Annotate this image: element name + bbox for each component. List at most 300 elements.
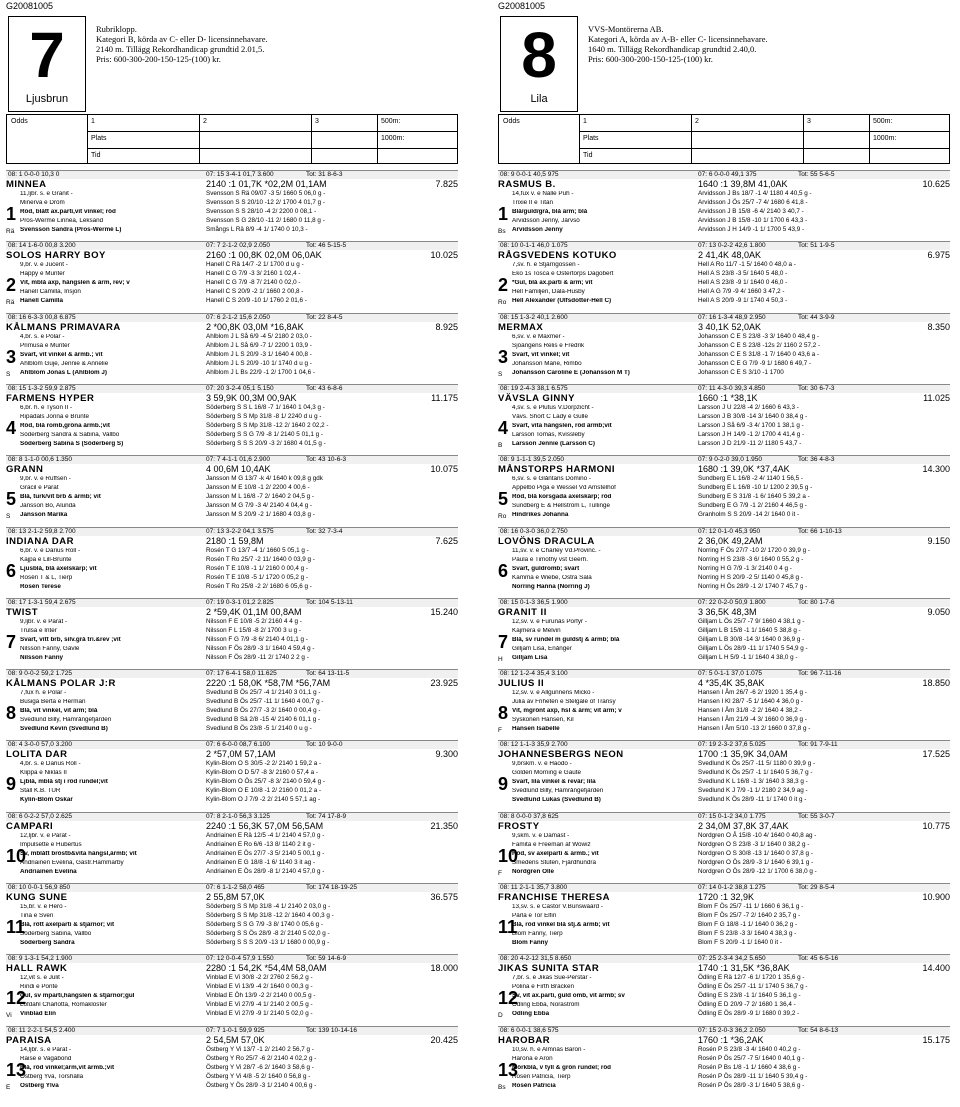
stats-2008: 08: 4 3-0-0 57,0 3.200 [8, 741, 72, 749]
odds-label-c3: 3 [315, 118, 319, 125]
past-race-line: Arvidsson J B 15/8 -10 1/ 1700 6 43,3 - [698, 217, 808, 224]
horse-info-line: Polina e Firth Bracken [512, 984, 574, 991]
horse-stats-row [6, 1026, 458, 1035]
horse-info-line: Jansson Bo, Alunda [20, 503, 76, 510]
past-race-line: Sundberg E L 16/8 -10 1/ 1200 2 39,5 g - [698, 484, 813, 492]
start-number: 13 [498, 1059, 519, 1080]
horse-entry [498, 669, 950, 737]
start-number: 10 [498, 845, 519, 866]
horse-details [6, 761, 458, 808]
past-race-line: Söderberg S S Mp 31/8 -12 2/ 1640 2 02,2 - [206, 421, 329, 429]
past-race-line: Svedlund B Ös 23/8 -5 1/ 2140 0 u g - [206, 725, 312, 733]
stats-2007: 07: 11 4-3-0 39,3 4.850 [698, 384, 766, 392]
stats-2007: 07: 7 2-1-2 02,9 2.050 [206, 242, 270, 250]
start-number: 11 [498, 917, 518, 937]
horse-info-line: Ödling Ebba, Noraström [512, 1002, 580, 1009]
horse-info-line: Ljblå, mblå stj i röd rundel;vit [20, 779, 108, 786]
stats-2007: 07: 8 2-1-0 56,3 3.125 [206, 812, 270, 820]
odds-label-plats: Plats [91, 135, 107, 142]
odds-divider [87, 115, 88, 163]
horse-info-line: Svedlund Kevin (Svedlund B) [20, 726, 108, 733]
horse-info-line: 12,vit s. e Julit - [20, 975, 64, 982]
horse-info-line: 13,sv. s. e Castor V.Bunswaard - [512, 904, 603, 910]
past-race-line: Nilsson F E 10/8 -5 2/ 2160 4 4 g - [206, 617, 302, 625]
stats-total: Tot: 64 13-11-5 [306, 670, 350, 678]
horse-earnings: 9.150 [927, 535, 950, 546]
past-race-line: Hell A S 23/8 -3 5/ 1640 5 48,0 - [698, 270, 788, 278]
horse-info-line: Syskonen Hansen, Kil [512, 717, 574, 724]
past-race-line: Östberg Y Vi 13/7 -1 2/ 2140 2 56,7 g - [206, 1045, 314, 1053]
horse-record: 1700 :1 35,9K 34,0AM [698, 749, 788, 760]
past-race-line: Hansen I Åm 26/7 -6 2/ 1920 1 35,4 g - [698, 689, 807, 697]
horse-info-line: Raise e Vagabond [20, 1055, 72, 1062]
horse-name: PARAISA [6, 1034, 52, 1046]
stats-2008: 08: 9 1-1-1 39,5 2.050 [500, 456, 564, 464]
horse-name: SOLOS HARRY BOY [6, 250, 106, 262]
horse-earnings: 11.175 [431, 392, 458, 403]
past-race-line: Andriainen E Ro 6/6 -13 8/ 1140 2 it g - [206, 840, 315, 848]
horse-info-line: Blå, sv rundel m guldstj & ärmb; blå [512, 636, 620, 643]
horse-stats-row [6, 954, 458, 963]
horse-info-line: Vit, mgrönt axp, hsl & ärm; vit ärm; v [512, 708, 622, 715]
past-race-line: Ödling E S 23/8 -1 1/ 1640 5 36,1 g - [698, 992, 801, 1000]
horse-name: JIKAS SUNITA STAR [498, 963, 600, 975]
past-race-line: Hell A S 23/8 -9 1/ 1640 0 46,0 - [698, 279, 788, 287]
stats-total: Tot: 139 10-14-16 [306, 1026, 357, 1034]
horse-name: HAROBAR [498, 1034, 551, 1046]
horse-record: 2 41,4K 48,0AK [698, 250, 762, 261]
past-race-line: Blom F S 20/9 -1 1/ 1640 0 it - [698, 939, 782, 946]
horse-title-row [498, 1035, 950, 1047]
horse-earnings: 9.300 [435, 749, 458, 760]
horse-info-line: Löfdahl Charlotta, Romakloster [20, 1002, 107, 1009]
horse-stats-row [498, 740, 950, 749]
start-number: 7 [6, 631, 17, 652]
horse-entry [6, 170, 458, 238]
horse-stats-row [6, 527, 458, 536]
horse-earnings: 10.025 [430, 250, 458, 261]
past-race-line: Jansson M G 7/9 -3 4/ 2140 4 04,4 g - [206, 502, 313, 510]
past-race-line: Gilljam L B 15/8 -1 1/ 1640 5 38,8 g - [698, 626, 801, 634]
past-race-line: Söderberg S S G 7/9 -8 1/ 2140 5 01,1 g - [206, 430, 323, 438]
horse-info-line: 10,sv. h. e Almnäs Baron - [512, 1046, 586, 1053]
past-race-line: Jansson M G 13/7 -k 4/ 1640 k 09,8 g gdk [206, 475, 323, 483]
horse-entry [6, 598, 458, 666]
past-race-line: Söderberg S S Ös 28/9 -8 2/ 2140 5 02,0 g - [206, 930, 330, 937]
horse-entry [498, 740, 950, 808]
race-info [96, 24, 268, 64]
horse-record: 1640 :1 39,8M 41,0AK [698, 179, 788, 189]
start-number: 5 [6, 489, 17, 510]
odds-row-line [87, 131, 457, 132]
past-race-line: Vinblad E Öh 13/9 -2 2/ 2140 0 00,5 g - [206, 992, 316, 1000]
past-race-line: Östberg Y Vi 4/8 -5 2/ 1640 0 56,8 g - [206, 1072, 311, 1080]
past-race-line: Andriainen E G 18/8 -1 6/ 1140 3 it ag - [206, 858, 316, 866]
horse-stats-row [498, 883, 950, 892]
horse-stats-row [498, 1026, 950, 1035]
past-race-line: Blom F Ös 25/7 -11 1/ 1660 6 36,1 g - [698, 903, 804, 910]
start-number: 9 [498, 774, 509, 795]
horse-details [498, 975, 950, 1022]
past-race-line: Söderberg S S L 16/8 -7 1/ 1640 1 04,3 g - [206, 403, 325, 411]
start-number: 1 [498, 204, 509, 224]
odds-divider [803, 115, 804, 163]
past-race-line: Svedlund B Ös 25/7 -11 1/ 1640 4 00,7 g - [206, 698, 324, 706]
horse-stats-row [498, 170, 950, 179]
stats-2008: 08: 6 0-2-2 57,0 2.625 [8, 812, 72, 820]
horse-info-line: Kylin-Blom Oskar [20, 797, 73, 804]
odds-label-c2: 2 [695, 118, 699, 125]
race-info-line: Rubriklopp. [96, 24, 137, 34]
stats-2008: 08: 15 1-3-2 40,1 2.600 [500, 313, 568, 321]
horse-info-line: Ahlblom Jonas L (Ahlblom J) [20, 369, 107, 376]
horse-info-line: Smedens Stuteri, Fjärdhundra [512, 859, 597, 866]
start-number: 12 [6, 988, 27, 1009]
horse-title-row [498, 322, 950, 334]
odds-divider [199, 115, 200, 163]
past-race-line: Hanell C G 7/9 -8 7/ 2140 0 02,0 - [206, 279, 301, 287]
past-race-line: Söderberg S S Mp 31/8 -4 1/ 2140 2 03,0 g - [206, 903, 331, 910]
stats-total: Tot: 80 1-7-6 [798, 598, 835, 606]
horse-info-line: Sv, mblått bröstb&vita hängsl,ärmb; vit [20, 850, 137, 857]
horse-info-line: Gilljam Lisa, Enånger [512, 645, 572, 652]
past-race-line: Hanell C G 7/9 -3 3/ 2160 1 02,4 - [206, 270, 301, 278]
horse-info-line: Kajmera e Melvin [512, 627, 561, 634]
horse-info-line: Julia av Friheten e Stelgale of Transy [512, 699, 616, 706]
horse-details [498, 761, 950, 808]
horse-info-line: Rosén Terese [20, 583, 61, 590]
horse-entry [6, 241, 458, 309]
start-number: 8 [498, 703, 509, 724]
horse-stats-row [6, 241, 458, 250]
horse-info-line: Pärla e Tor Elfin [512, 913, 557, 919]
odds-row-line [87, 148, 457, 149]
horse-record: 2240 :1 56,3K 57,0M 56,5AM [206, 820, 324, 831]
horse-info-line: Blom Fanny, Tierp [512, 931, 563, 937]
horse-name: GRANN [6, 464, 44, 476]
past-race-line: Blom F Ös 25/7 -7 2/ 1640 2 35,7 g - [698, 912, 801, 919]
past-race-line: Rosén T E 10/8 -5 1/ 1720 0 05,2 g - [206, 573, 308, 581]
stats-2008: 08: 20 4-2-12 31,5 8.650 [500, 955, 572, 963]
horse-info-line: Blå/guld/grå, blå ärm; blå [512, 209, 588, 215]
horse-info-line: Blå, röd vinkel blå stj.& ärmb; vit [512, 922, 610, 928]
past-race-line: Norring H S 20/9 -2 5/ 1140 0 45,8 g - [698, 573, 803, 581]
past-race-line: Nilsson F L 15/8 -8 2/ 1700 3 u g - [206, 626, 301, 634]
stats-2007: 07: 12 0-0-4 57,9 1.550 [206, 955, 274, 963]
past-race-line: Sundberg E S 31/8 -1 6/ 1640 5 39,2 a - [698, 493, 810, 501]
horse-info-line: Gul, sv mparti,hängslen & stjärnor;gul [20, 993, 135, 1000]
horse-info-line: Johansson Marie, Rimbo [512, 360, 582, 367]
stats-2008: 08: 12 1-1-3 35,9 2.700 [500, 741, 568, 749]
past-race-line: Hansen I Åm 21/9 -4 3/ 1660 0 36,9 g - [698, 716, 807, 724]
horse-earnings: 21.350 [430, 820, 458, 831]
horse-title-row [6, 536, 458, 548]
start-number: 3 [498, 346, 509, 367]
horse-info-line: Rindi e Ponte [20, 984, 58, 991]
horse-info-line: Larsson Jennie (Larsson C) [512, 440, 595, 447]
horse-record: 2 *59,4K 01,1M 00,8AM [206, 606, 302, 617]
past-race-line: Ahlblom J L Så 6/9 -7 1/ 2200 1 03,9 - [206, 341, 312, 349]
horse-entry [6, 954, 458, 1022]
horse-info-line: 14,ljbr. s. e Parat - [20, 1046, 72, 1053]
past-race-line: Hell A G 7/9 -9 4/ 1660 3 47,2 - [698, 288, 785, 296]
start-number: 6 [498, 560, 509, 581]
past-race-line: Vinblad E Vi 27/9 -4 1/ 2140 2 00,5 g - [206, 1001, 313, 1009]
home-track: S [498, 370, 503, 378]
horse-info-line: Minerva e Dröm [20, 200, 65, 206]
odds-table [6, 114, 458, 164]
odds-label-tid: Tid [583, 152, 593, 159]
horse-record: 1740 :1 31,5K *36,8AK [698, 963, 790, 974]
past-race-line: Arvidsson J B 15/8 -6 4/ 2140 3 40,7 - [698, 208, 804, 215]
horse-record: 2180 :1 59,8M [206, 535, 264, 546]
odds-row-line [579, 131, 949, 132]
horse-title-row [6, 821, 458, 833]
horse-entry [498, 1026, 950, 1094]
past-race-line: Östberg Y Ro 25/7 -6 2/ 2140 4 02,2 g - [206, 1054, 317, 1062]
horse-name: MINNEA [6, 179, 47, 190]
horse-name: LOLITA DAR [6, 749, 68, 761]
horse-info-line: Primusa e Munter [20, 342, 70, 349]
stats-total: Tot: 54 8-6-13 [798, 1026, 839, 1034]
past-race-line: Vinblad E Vi 30/8 -2 2/ 2760 2 56,2 g - [206, 974, 313, 982]
past-race-line: Rosén T Ro 25/8 -2 2/ 1680 6 05,6 g - [206, 582, 312, 590]
horse-earnings: 18.850 [922, 678, 950, 689]
past-race-line: Jansson M L 16/8 -7 2/ 1640 2 04,5 g - [206, 493, 314, 501]
stats-2008: 08: 15 0-1-3 36,5 1.900 [500, 598, 568, 606]
past-race-line: Söderberg S S Mp 31/8 -8 1/ 2240 d u g - [206, 412, 322, 420]
horse-earnings: 10.625 [922, 179, 950, 189]
stats-2007: 07: 7 1-0-1 59,9 925 [206, 1026, 265, 1034]
stats-2008: 08: 16 0-3-0 36,0 2.750 [500, 527, 568, 535]
start-number: 5 [498, 489, 509, 510]
horse-info-line: Impulsette e Hubertus [20, 841, 82, 848]
home-track: Rä [6, 228, 15, 235]
past-race-line: Svensson S S 20/10 -12 2/ 1700 4 01,7 g - [206, 199, 326, 206]
stats-2008: 08: 19 2-4-3 38,1 6.575 [500, 384, 568, 392]
horse-info-line: Klippa e Niklas II [20, 770, 67, 777]
horse-record: 3 36,5K 48,3M [698, 606, 757, 617]
horse-stats-row [498, 527, 950, 536]
past-race-line: Nilsson F Ös 28/9 -11 2/ 1740 2 2 g - [206, 653, 309, 661]
horse-info-line: Röd, blått ax.parti,vit vinkel; röd [20, 209, 116, 215]
past-race-line: Hansen I Åm 31/8 -2 2/ 1640 4 38,2 - [698, 707, 802, 715]
horse-details [498, 833, 950, 880]
race-info-line: Kategori A, körda av A-B- eller C- licensinnehavare. [588, 34, 768, 44]
race-number: 8 [521, 19, 557, 91]
horse-record: 2160 :1 00,8K 02,0M 06,0AK [206, 250, 322, 261]
race-number-box [500, 16, 578, 112]
past-race-line: Hansen I Åm 5/10 -13 2/ 1660 0 37,8 g - [698, 725, 811, 733]
horse-record: 1680 :1 39,0K *37,4AK [698, 464, 790, 475]
horse-details [6, 833, 458, 880]
home-track: Rä [6, 299, 15, 307]
odds-label-odds: Odds [11, 118, 28, 125]
horse-info-line: Sjöängens Relis e Fredrik [512, 342, 585, 349]
horse-info-line: Rosén Patricia, Tierp [512, 1073, 571, 1080]
past-race-line: Östberg Y Vi 28/7 -6 2/ 1640 3 58,6 g - [206, 1063, 314, 1071]
past-race-line: Hanell C S 20/9 -10 1/ 1760 2 01,6 - [206, 297, 307, 305]
page-id: G20081005 [498, 1, 546, 11]
past-race-line: Gilljam L Ös 25/7 -7 9/ 1660 4 38,1 g - [698, 617, 805, 625]
past-race-line: Svedlund B Ös 25/7 -4 1/ 2140 3 01,1 g - [206, 689, 321, 697]
odds-label-plats: Plats [583, 135, 599, 142]
stats-2007: 07: 15 0-1-2 34,0 1.775 [698, 812, 766, 820]
horse-earnings: 10.900 [922, 892, 950, 902]
past-race-line: Gilljam L B 30/8 -14 3/ 1640 0 36,9 g - [698, 635, 805, 643]
past-race-line: Sundberg E L 16/8 -2 4/ 1140 1 56,5 - [698, 475, 804, 483]
stats-total: Tot: 44 3-9-9 [798, 313, 835, 321]
horse-info-line: Vävs. Short C Lady e Gulle [512, 413, 588, 420]
horse-stats-row [6, 740, 458, 749]
stats-2007: 07: 12 0-1-0 45,3 950 [698, 527, 761, 535]
stats-2008: 08: 13 2-1-2 59,8 2.700 [8, 527, 76, 535]
past-race-line: Söderberg S S Mp 31/8 -12 2/ 1640 4 00,3 g - [206, 912, 334, 919]
past-race-line: Larsson J H 14/9 -1 2/ 1700 4 41,4 g - [698, 430, 805, 438]
start-number: 8 [6, 703, 17, 724]
horse-entry [6, 1026, 458, 1094]
odds-label-odds: Odds [503, 118, 520, 125]
horse-info-line: Vinblad Elin [20, 1011, 56, 1018]
past-race-line: Rosén T Ro 25/7 -2 11/ 1640 0 03,9 g - [206, 555, 315, 563]
past-race-line: Kylin-Blom O E 10/8 -1 2/ 2160 0 01,2 a - [206, 787, 322, 795]
horse-info-line: Gilljam Lisa [512, 654, 548, 661]
horse-stats-row [498, 313, 950, 322]
horse-info-line: Kamma e Wiebe, Östra Sala [512, 574, 592, 581]
horse-info-line: Larsson Tomas, Kvissleby [512, 431, 585, 438]
horse-info-line: Pros-Wermé Linnéa, Leksand [20, 218, 104, 224]
past-race-line: Rosén P Ös 25/7 -7 5/ 1640 0 40,1 g - [698, 1054, 805, 1062]
horse-stats-row [6, 669, 458, 678]
past-race-line: Hanell C Rä 14/7 -2 1/ 1700 d u g - [206, 261, 304, 269]
home-track: Ro [498, 513, 507, 521]
horse-info-line: Svedlund Lukas (Svedlund B) [512, 797, 601, 804]
horse-info-line: 9,skm. v. e Damast - [512, 832, 570, 839]
stats-total: Tot: 29 8-5-4 [798, 884, 835, 891]
past-race-line: Andriainen E Ös 28/9 -8 1/ 2140 4 57,0 g - [206, 867, 325, 875]
horse-info-line: Söderberg Sandra [20, 940, 75, 946]
stats-2008: 08: 11 2-1-1 35,7 3.800 [500, 884, 568, 891]
past-race-line: Jansson M S 20/9 -2 1/ 1680 4 03,8 g - [206, 511, 315, 519]
horse-earnings: 11.025 [923, 392, 950, 403]
horse-details [498, 1047, 950, 1094]
horse-info-line: Paula e Timothy vst Geerh. [512, 556, 588, 563]
home-track: D [498, 1012, 503, 1020]
horse-name: TWIST [6, 606, 39, 618]
past-race-line: Nilsson F G 7/9 -8 6/ 2140 4 01,1 g - [206, 635, 308, 643]
stats-total: Tot: 43 6-8-6 [306, 384, 343, 392]
past-race-line: Svedlund K Ös 25/7 -11 5/ 1180 0 39,9 g - [698, 760, 816, 768]
horse-details [498, 619, 950, 666]
odds-label-c3: 3 [807, 118, 811, 125]
stats-total: Tot: 32 7-3-4 [306, 527, 343, 535]
past-race-line: Rosén T E 10/8 -1 1/ 2160 0 00,4 g - [206, 564, 308, 572]
horse-details [498, 405, 950, 452]
horse-info-line: Hanell Camilla [20, 298, 64, 305]
past-race-line: Sundberg E G 7/9 -1 2/ 2160 4 46,5 g - [698, 502, 807, 510]
horse-stats-row [498, 455, 950, 464]
home-track: F [498, 727, 502, 735]
horse-info-line: Svedlund Billy, Hamrångefjärden [20, 717, 112, 724]
horse-earnings: 8.350 [927, 321, 950, 332]
stats-total: Tot: 74 17-8-9 [306, 812, 347, 820]
horse-info-line: Svart, guldromb; svart [512, 565, 580, 572]
horse-info-line: 12,sv. v. e Allgunnens Micko - [512, 690, 595, 697]
horse-record: 2 36,0K 49,2AM [698, 535, 763, 546]
horse-info-line: Famita e Freeman af Wowiz [512, 841, 591, 848]
past-race-line: Rosén T G 13/7 -4 1/ 1660 5 05,1 g - [206, 546, 309, 554]
horse-earnings: 14.300 [922, 464, 950, 475]
home-track: Bs [498, 228, 506, 235]
horse-title-row [498, 607, 950, 619]
horse-details [6, 405, 458, 452]
start-number: 1 [6, 204, 17, 224]
horse-info-line: Sundberg E & Hellström L, Tullinge [512, 503, 611, 510]
home-track: H [498, 655, 503, 663]
stats-2007: 07: 22 0-2-0 50,9 1.800 [698, 598, 766, 606]
stats-2007: 07: 7 4-1-1 01,6 2.900 [206, 456, 270, 464]
horse-title-row [6, 607, 458, 619]
home-track: Vi [6, 1012, 12, 1020]
horse-info-line: Blom Fanny [512, 940, 549, 946]
past-race-line: Arvidsson J Bs 18/7 -1 4/ 1180 4 40,5 g - [698, 190, 812, 197]
home-track: F [498, 869, 502, 877]
horse-entry [6, 740, 458, 808]
horse-name: FROSTY [498, 820, 540, 832]
stats-total: Tot: 96 7-11-16 [798, 670, 842, 678]
horse-info-line: 12,ljbr. v. e Parat - [20, 832, 71, 839]
start-number: 7 [498, 631, 509, 652]
past-race-line: Nordgren O Ös 28/9 -3 1/ 1640 6 39,1 g - [698, 858, 814, 866]
horse-info-line: Kajpa e Lill-Brunte [20, 556, 72, 563]
start-number: 12 [498, 988, 519, 1009]
horse-entry [6, 313, 458, 381]
past-race-line: Hanell C S 20/9 -2 1/ 1660 2 00,8 - [206, 288, 304, 296]
horse-info-line: Arvidsson Jenny, Järvsö [512, 218, 580, 224]
horse-details [6, 619, 458, 666]
start-number: 3 [6, 346, 17, 367]
past-race-line: Östberg Y Ös 28/9 -3 1/ 2140 4 00,6 g - [206, 1081, 317, 1089]
stats-2008: 08: 8 1-1-0 00,6 1.350 [8, 456, 72, 464]
horse-info-line: Ljusblå, blå axelskärp; vit [20, 565, 97, 572]
horse-info-line: Svart, vit vinkel & ärmb.; vit [20, 351, 103, 358]
horse-record: 3 40,1K 52,0AK [698, 321, 762, 332]
horse-info-line: Svart, lila vinkel & revär; lila [512, 779, 596, 786]
horse-info-line: Blå, turk/vit brb & ärmb; vit [20, 494, 101, 501]
past-race-line: Ödling E D 20/9 -7 2/ 1680 1 36,4 - [698, 1001, 796, 1009]
horse-name: HALL RAWK [6, 963, 68, 975]
odds-divider [579, 115, 580, 163]
horse-info-line: Nilsson Fanny, Gävle [20, 645, 80, 652]
past-race-line: Larsson J B 30/8 -14 3/ 1640 0 38,4 g - [698, 412, 808, 420]
horse-name: VÄVSLA GINNY [498, 392, 575, 404]
horse-earnings: 7.625 [435, 535, 458, 546]
past-race-line: Svedlund K Ös 25/7 -1 1/ 1640 5 36,7 g - [698, 769, 813, 777]
horse-info-line: 9,br. v. e Ruffsen - [20, 476, 71, 483]
horse-info-line: 9,brskm. v. e Haodo - [512, 761, 572, 768]
past-race-line: Johansson C E S 23/8 -3 3/ 1640 0 48,4 g - [698, 332, 820, 340]
horse-info-line: 4,br. s. e Darius Roll - [20, 761, 81, 768]
horse-info-line: Svensson Sandra (Pros-Wermé L) [20, 227, 122, 233]
horse-earnings: 10.775 [922, 820, 950, 831]
horse-details [498, 904, 950, 951]
start-number: 2 [498, 275, 509, 296]
past-race-line: Norring H S 23/8 -3 6/ 1640 0 55,2 g - [698, 555, 804, 563]
past-race-line: Söderberg S S S 20/9 -3 2/ 1680 4 01,5 g - [206, 439, 326, 447]
race-info [588, 24, 768, 64]
stats-total: Tot: 55 3-0-7 [798, 812, 835, 820]
horse-earnings: 10.075 [430, 464, 458, 475]
